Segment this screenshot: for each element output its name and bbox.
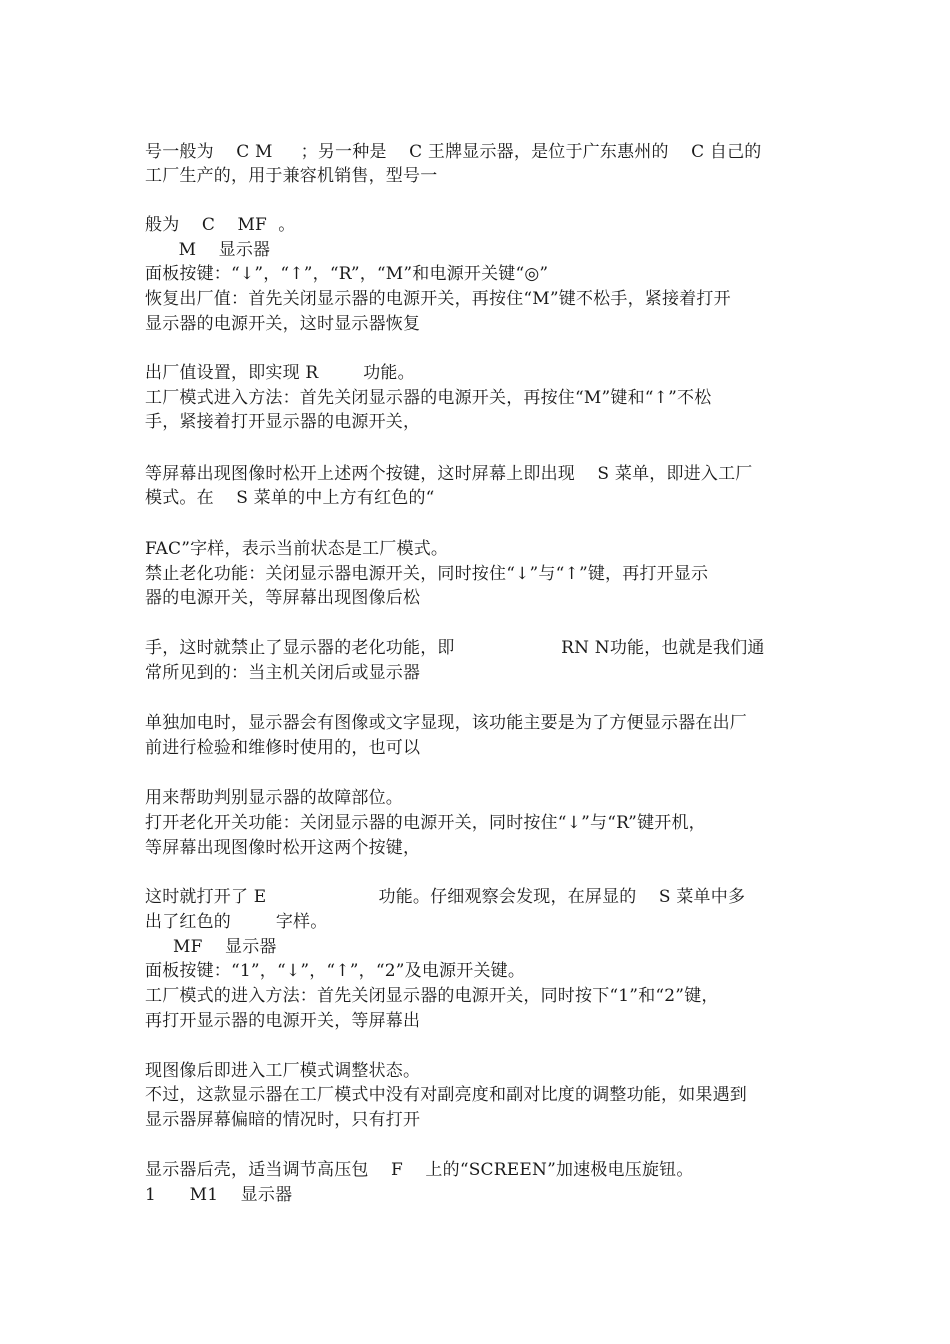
text-line: 显示器后壳，适当调节高压包 F 上的“SCREEN”加速极电压旋钮。 [145,1160,694,1180]
section-heading: MF 显示器 [145,937,277,957]
text-line: 模式。在 S 菜单的中上方有红色的“ [145,488,435,508]
text-line: 单独加电时，显示器会有图像或文字显现，该功能主要是为了方便显示器在出厂 [145,713,747,733]
text-line: FAC”字样，表示当前状态是工厂模式。 [145,539,449,559]
text-line: 禁止老化功能：关闭显示器电源开关，同时按住“↓”与“↑”键，再打开显示 [145,564,709,584]
text-line: 这时就打开了 E 功能。仔细观察会发现，在屏显的 S 菜单中多 [145,887,746,907]
text-line: 恢复出厂值：首先关闭显示器的电源开关，再按住“M”键不松手，紧接着打开 [145,289,731,309]
text-line: 面板按键：“↓”，“↑”，“R”，“M”和电源开关键“◎” [145,264,549,284]
text-line: 工厂生产的，用于兼容机销售，型号一 [145,166,438,186]
text-line: 显示器的电源开关，这时显示器恢复 [145,314,421,334]
text-line: 用来帮助判别显示器的故障部位。 [145,788,403,808]
text-line: 手，紧接着打开显示器的电源开关， [145,412,421,432]
text-line: 打开老化开关功能：关闭显示器的电源开关，同时按住“↓”与“R”键开机， [145,813,706,833]
text-line: 般为 C MF 。 [145,215,296,235]
text-line: 手，这时就禁止了显示器的老化功能，即 RN N功能，也就是我们通 [145,638,765,658]
text-line: 显示器屏幕偏暗的情况时，只有打开 [145,1110,421,1130]
text-line: 出厂值设置，即实现 R 功能。 [145,363,415,383]
text-line: 不过，这款显示器在工厂模式中没有对副亮度和副对比度的调整功能，如果遇到 [145,1085,747,1105]
text-line: 工厂模式的进入方法：首先关闭显示器的电源开关，同时按下“1”和“2”键， [145,986,719,1006]
text-line: 再打开显示器的电源开关，等屏幕出 [145,1011,421,1031]
text-line: 等屏幕出现图像时松开这两个按键， [145,838,421,858]
text-line: 工厂模式进入方法：首先关闭显示器的电源开关，再按住“M”键和“↑”不松 [145,388,712,408]
text-line: 前进行检验和维修时使用的，也可以 [145,738,421,758]
section-heading: M 显示器 [145,240,271,260]
text-line: 常所见到的：当主机关闭后或显示器 [145,663,421,683]
text-line: 面板按键：“1”，“↓”，“↑”，“2”及电源开关键。 [145,961,526,981]
text-line: 等屏幕出现图像时松开上述两个按键，这时屏幕上即出现 S 菜单，即进入工厂 [145,464,753,484]
text-line: 号一般为 C M ；另一种是 C 王牌显示器，是位于广东惠州的 C 自己的 [145,142,762,162]
text-line: 器的电源开关，等屏幕出现图像后松 [145,588,421,608]
section-heading: 1 M1 显示器 [145,1185,293,1205]
text-line: 出了红色的 字样。 [145,912,328,932]
text-line: 现图像后即进入工厂模式调整状态。 [145,1061,421,1081]
